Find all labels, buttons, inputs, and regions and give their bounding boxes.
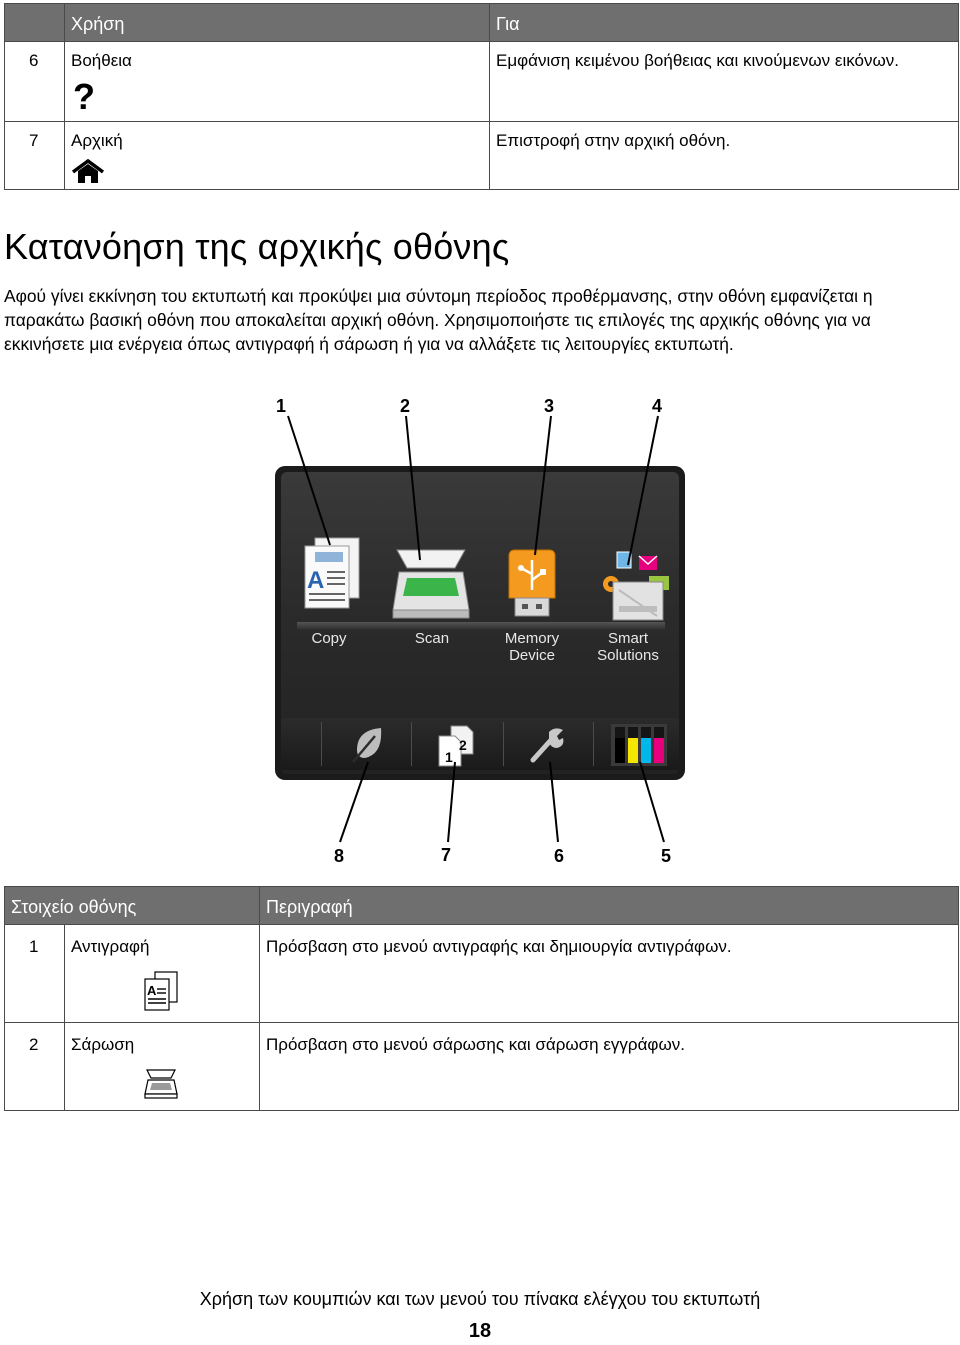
callout-2: 2 [400, 396, 411, 416]
copy-icon [143, 971, 253, 1011]
tile-label-scan[interactable]: Scan [414, 630, 450, 647]
usb-memory-icon[interactable] [505, 548, 559, 622]
callout-7: 7 [441, 845, 452, 865]
table-row [5, 1023, 959, 1111]
svg-text:A: A [147, 983, 157, 998]
table-row [5, 122, 959, 190]
row-number: 7 [5, 122, 65, 190]
row-element-label: Σάρωση [71, 1035, 135, 1054]
row-description: Εμφάνιση κειμένου βοήθειας και κινούμενων εικόνων. [490, 42, 959, 122]
header-description: Περιγραφή [260, 887, 959, 925]
screen-bottom-bar [281, 718, 679, 770]
header-for: Για [490, 4, 959, 42]
row-number: 6 [5, 42, 65, 122]
callout-8: 8 [334, 846, 345, 866]
top-table-header [5, 4, 959, 42]
section-title: Κατανόηση της αρχικής οθόνης [4, 226, 510, 267]
ink-cartridge-3 [654, 738, 664, 763]
callout-5: 5 [661, 846, 672, 866]
callout-3: 3 [544, 396, 555, 416]
row-description: Επιστροφή στην αρχική οθόνη. [490, 122, 959, 190]
callout-1: 1 [276, 396, 287, 416]
table-row [5, 925, 959, 1023]
row-use-label: Αρχική [71, 131, 123, 150]
eco-leaf-icon[interactable] [351, 724, 387, 764]
ink-cartridge-1 [628, 738, 638, 763]
smart-solutions-icon[interactable] [597, 546, 673, 622]
duplex-number-1: 1 [445, 749, 453, 765]
row-use-label: Βοήθεια [71, 51, 132, 70]
table-row [5, 42, 959, 122]
printer-home-screen [275, 466, 685, 780]
wrench-icon[interactable] [527, 724, 567, 764]
scanner-icon [143, 1069, 253, 1099]
bottom-table-header [5, 887, 959, 925]
intro-paragraph: Αφού γίνει εκκίνηση του εκτυπωτή και προκύψει μια σύντομη περίοδος προθέρμανσης, στην οθόνη εμφανίζεται η παρακάτω βασική οθόνη που αποκαλείται αρχική οθόνη. Χρησιμοποιήστε τις επιλογές της αρχικής οθόνης για να εκκινήσετε μια ενέργεια όπως αντιγραφή ή σάρωση ή για να αλλάξετε τις λειτουργίες εκτυπωτή. [4, 286, 873, 355]
duplex-number-2: 2 [459, 737, 467, 753]
svg-text:?: ? [73, 79, 95, 113]
scanner-icon[interactable] [389, 548, 473, 620]
tile-label-smart-solutions[interactable]: Smart Solutions [597, 630, 659, 664]
tile-label-memory-device[interactable]: Memory Device [504, 630, 560, 664]
row-number: 2 [5, 1023, 65, 1111]
callout-4: 4 [652, 396, 663, 416]
header-num [5, 4, 65, 42]
page-footer: Χρήση των κουμπιών και των μενού του πίνακα ελέγχου του εκτυπωτή [199, 1289, 761, 1309]
ink-cartridge-2 [641, 738, 651, 763]
callout-6: 6 [554, 846, 565, 866]
row-element-label: Αντιγραφή [71, 937, 150, 956]
row-number: 1 [5, 925, 65, 1023]
header-screen-element: Στοιχείο οθόνης [5, 887, 260, 925]
question-mark-icon [71, 79, 483, 113]
duplex-icon[interactable] [433, 724, 477, 768]
top-table [4, 3, 959, 190]
page-number: 18 [468, 1320, 492, 1342]
tile-label-copy[interactable]: Copy [311, 630, 347, 647]
ink-levels-icon[interactable] [611, 724, 667, 766]
header-use: Χρήση [65, 4, 490, 42]
row-description: Πρόσβαση στο μενού σάρωσης και σάρωση εγγράφων. [260, 1023, 959, 1111]
tile-shelf [297, 622, 665, 630]
copy-icon[interactable] [293, 536, 363, 616]
svg-text:A: A [307, 567, 325, 594]
row-description: Πρόσβαση στο μενού αντιγραφής και δημιουργία αντιγράφων. [260, 925, 959, 1023]
home-icon [71, 159, 483, 185]
ink-cartridge-0 [615, 738, 625, 763]
screen-elements-table [4, 886, 959, 1111]
